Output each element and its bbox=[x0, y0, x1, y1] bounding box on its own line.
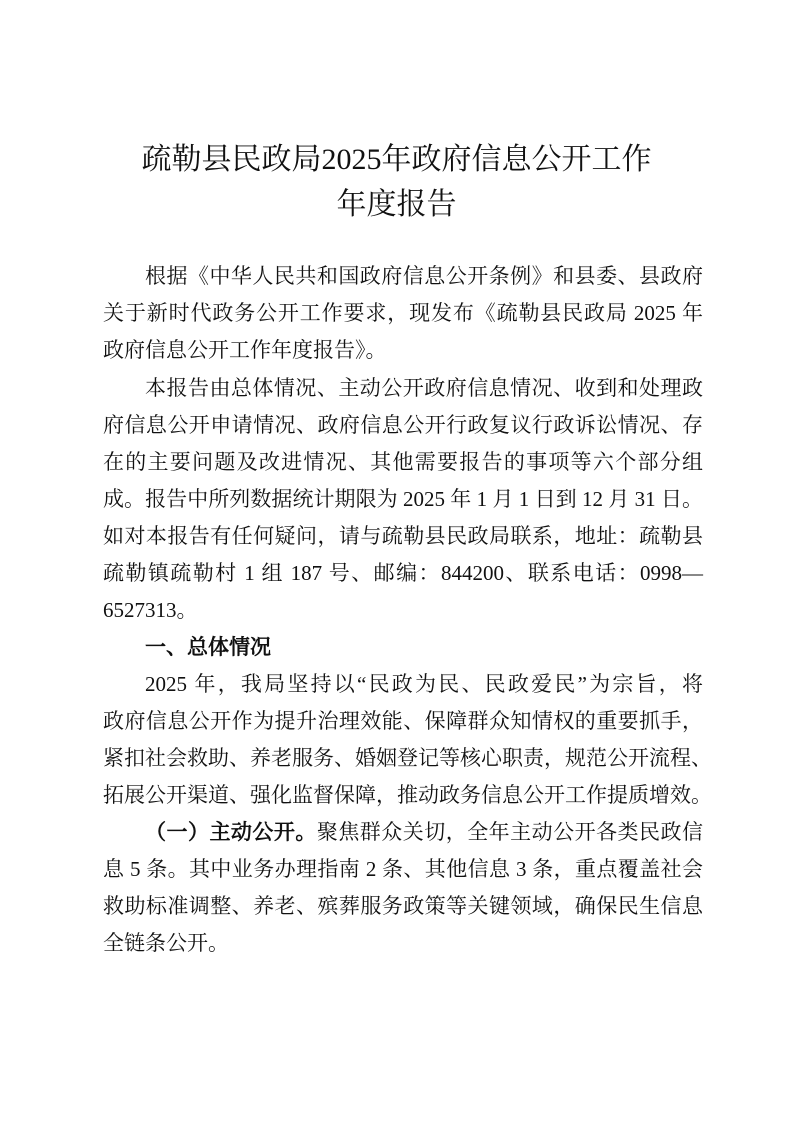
text-line: 2025 年，我局坚持以“民政为民、民政爱民”为宗旨，将 bbox=[145, 672, 703, 696]
text-span: 聚焦群众关切，全年主动公开各类民政信 bbox=[316, 820, 704, 844]
subsection-label: （一）主动公开。 bbox=[145, 820, 317, 844]
text-line: 紧扣社会救助、养老服务、婚姻登记等核心职责，规范公开流程、 bbox=[103, 746, 712, 770]
text-line: 6527313。 bbox=[103, 598, 198, 622]
text-line bbox=[103, 814, 703, 851]
text-line: 关于新时代政务公开工作要求，现发布《疏勒县民政局 2025 年 bbox=[103, 301, 703, 325]
report-title-line2: 年度报告 bbox=[336, 188, 457, 221]
text-line: 根据《中华人民共和国政府信息公开条例》和县委、县政府 bbox=[145, 264, 703, 288]
overview-paragraph bbox=[103, 666, 712, 814]
text-line: 拓展公开渠道、强化监督保障，推动政务信息公开工作提质增效。 bbox=[103, 783, 712, 807]
summary-paragraph bbox=[103, 370, 703, 629]
text-line: 府信息公开申请情况、政府信息公开行政复议行政诉讼情况、存 bbox=[103, 413, 703, 437]
text-line: 如对本报告有任何疑问，请与疏勒县民政局联系，地址：疏勒县 bbox=[103, 524, 703, 548]
text-line: 成。报告中所列数据统计期限为 2025 年 1 月 1 日到 12 月 31 日。 bbox=[103, 487, 703, 511]
text-line: 疏勒镇疏勒村 1 组 187 号、邮编：844200、联系电话：0998— bbox=[103, 561, 703, 585]
text-line: 本报告由总体情况、主动公开政府信息情况、收到和处理政 bbox=[145, 376, 703, 400]
text-line: 在的主要问题及改进情况、其他需要报告的事项等六个部分组 bbox=[103, 450, 703, 474]
text-line: 救助标准调整、养老、殡葬服务政策等关键领域，确保民生信息 bbox=[103, 894, 703, 918]
active-disclosure-paragraph bbox=[103, 814, 703, 962]
text-line: 政府信息公开作为提升治理效能、保障群众知情权的重要抓手， bbox=[103, 709, 703, 733]
text-line: 息 5 条。其中业务办理指南 2 条、其他信息 3 条，重点覆盖社会 bbox=[103, 857, 703, 881]
text-line: 政府信息公开工作年度报告》。 bbox=[103, 338, 387, 362]
report-title-line1: 疏勒县民政局2025年政府信息公开工作 bbox=[141, 143, 652, 176]
text-line: 全链条公开。 bbox=[103, 931, 229, 955]
intro-paragraph bbox=[103, 258, 703, 369]
report-body bbox=[103, 258, 712, 962]
section-heading: 一、总体情况 bbox=[145, 635, 271, 659]
